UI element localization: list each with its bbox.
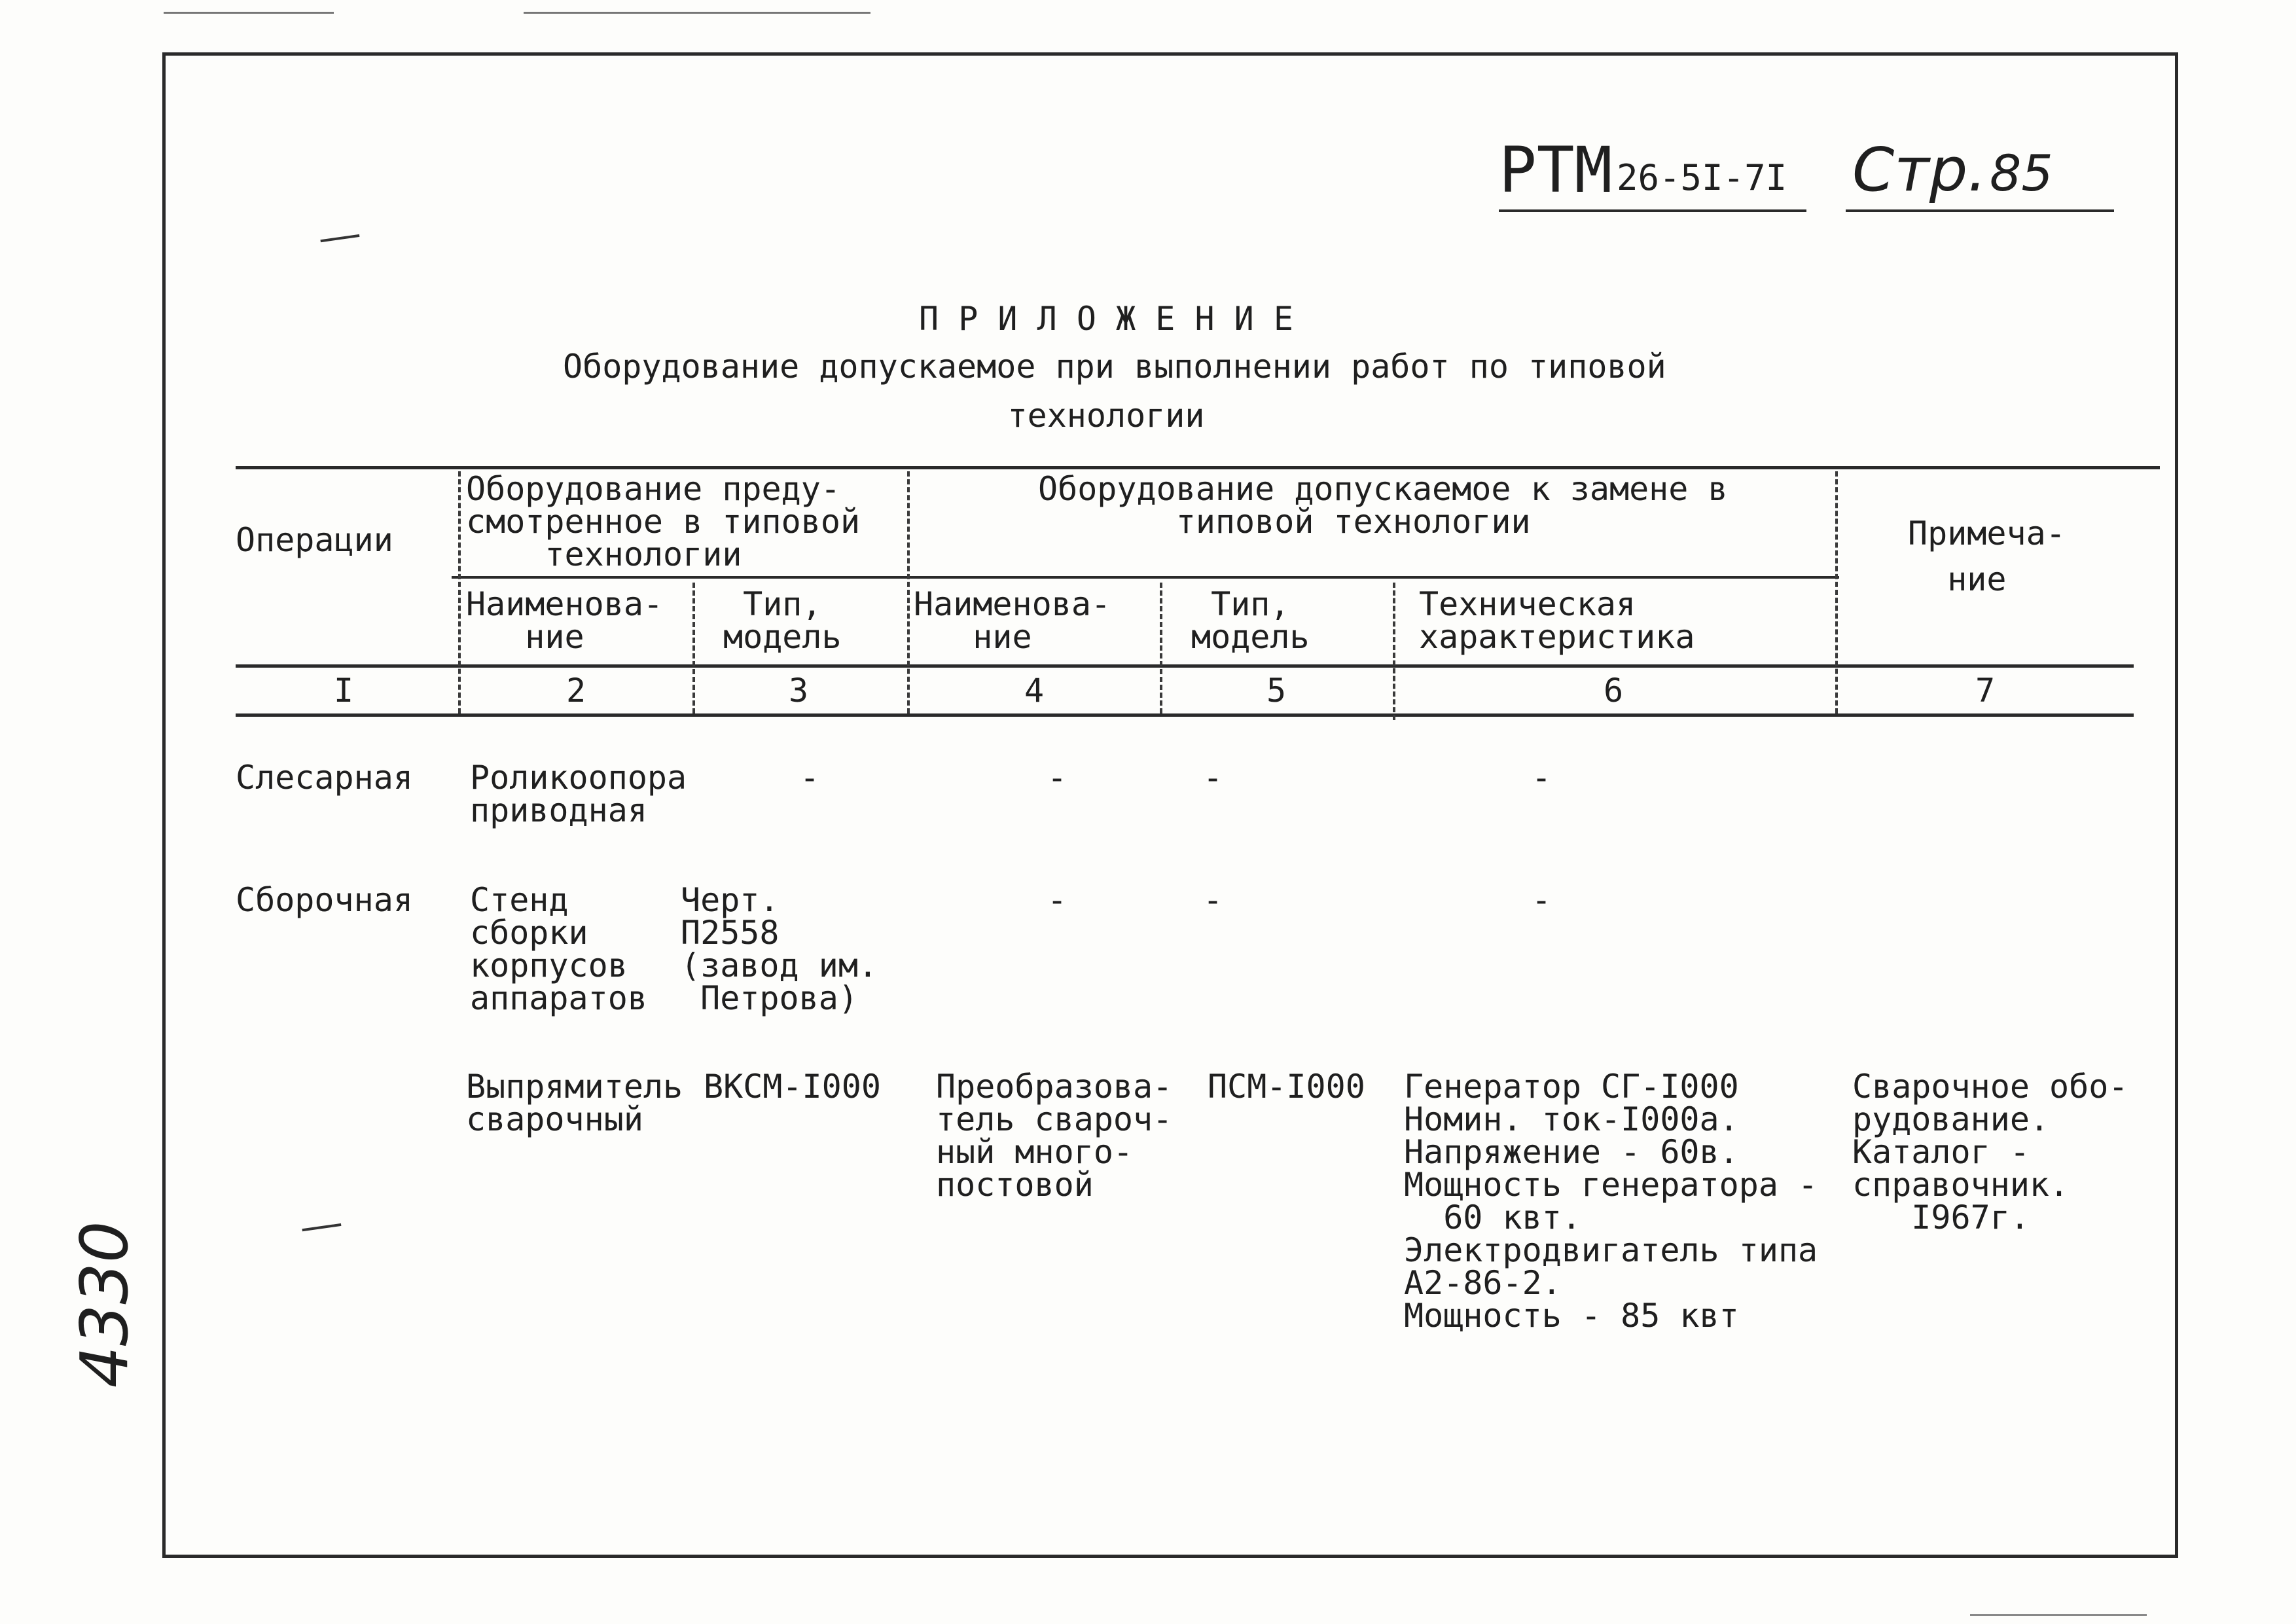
- header-group-provided: Оборудование преду- смотренное в типовой технологии: [466, 470, 861, 573]
- page-underline: [1846, 209, 2114, 212]
- cell-operation: Сборочная: [236, 881, 413, 919]
- column-number: I: [333, 672, 354, 710]
- cell-type: -: [800, 759, 820, 797]
- cell-characteristics: -: [1532, 881, 1552, 919]
- header-alt-name: Наименова- ние: [914, 585, 1111, 656]
- cell-alt-type: ПСМ-I000: [1208, 1068, 1365, 1106]
- header-characteristics: Техническая характеристика: [1419, 585, 1695, 656]
- cell-name: Выпрямитель сварочный: [466, 1068, 683, 1138]
- column-number: 7: [1975, 672, 1996, 710]
- cell-operation: Слесарная: [236, 759, 413, 797]
- appendix-title: П Р И Л О Ж Е Н И Е: [919, 300, 1293, 338]
- cell-characteristics: -: [1532, 759, 1552, 797]
- cell-alt-name: Преобразова- тель свароч- ный много- постовой: [936, 1068, 1173, 1204]
- numbers-bottom-rule: [236, 713, 2134, 717]
- column-number: 2: [565, 672, 586, 710]
- page-label: Стр.: [1852, 135, 1987, 205]
- doc-number: 26-5I-7I: [1617, 157, 1787, 198]
- header-group-replacement: Оборудование допускаемое к замене в типовой технологии: [1038, 470, 1728, 541]
- subheader-rule: [452, 576, 1839, 579]
- header-alt-type: Тип, модель: [1191, 585, 1310, 656]
- cell-alt-name: -: [1047, 881, 1067, 919]
- column-divider: [458, 471, 461, 713]
- page-frame: [162, 52, 2178, 1558]
- cell-type: ВКСМ-I000: [704, 1068, 881, 1106]
- cell-type: Черт. П2558 (завод им. Петрова): [681, 881, 878, 1017]
- cell-note: Сварочное обо- рудование. Каталог - справочник. I967г.: [1852, 1068, 2128, 1236]
- cell-alt-name: -: [1047, 759, 1067, 797]
- cell-name: Роликоопора приводная: [470, 759, 687, 829]
- margin-note: 4330: [66, 1221, 143, 1388]
- column-number: 5: [1266, 672, 1287, 710]
- scan-artifact-line: [524, 12, 870, 14]
- cell-characteristics: Генератор СГ-I000 Номин. ток-I000а. Напряжение - 60в. Мощность генератора - 60 квт. Электродвигатель типа А2-86-2. Мощность - 85 квт: [1404, 1068, 1818, 1335]
- doc-code: РТМ: [1499, 134, 1613, 207]
- header-operations: Операции: [236, 521, 393, 559]
- column-number: 4: [1024, 672, 1045, 710]
- stamp-underline: [1499, 209, 1806, 212]
- scan-artifact-line: [164, 12, 334, 14]
- column-number: 3: [788, 672, 809, 710]
- page-number: 85: [1990, 144, 2053, 202]
- scan-artifact-line: [1970, 1614, 2147, 1616]
- appendix-subtitle-line2: технологии: [1007, 397, 1205, 435]
- column-number: 6: [1603, 672, 1624, 710]
- header-bottom-rule: [236, 664, 2134, 668]
- cell-alt-type: -: [1203, 759, 1223, 797]
- cell-name: Стенд сборки корпусов аппаратов: [470, 881, 647, 1017]
- header-notes: Примеча- ние: [1908, 514, 2066, 598]
- cell-alt-type: -: [1203, 881, 1223, 919]
- header-type: Тип, модель: [723, 585, 842, 656]
- header-name: Наименова- ние: [466, 585, 664, 656]
- appendix-subtitle-line1: Оборудование допускаемое при выполнении работ по типовой: [563, 348, 1666, 386]
- table-top-rule: [236, 466, 2160, 469]
